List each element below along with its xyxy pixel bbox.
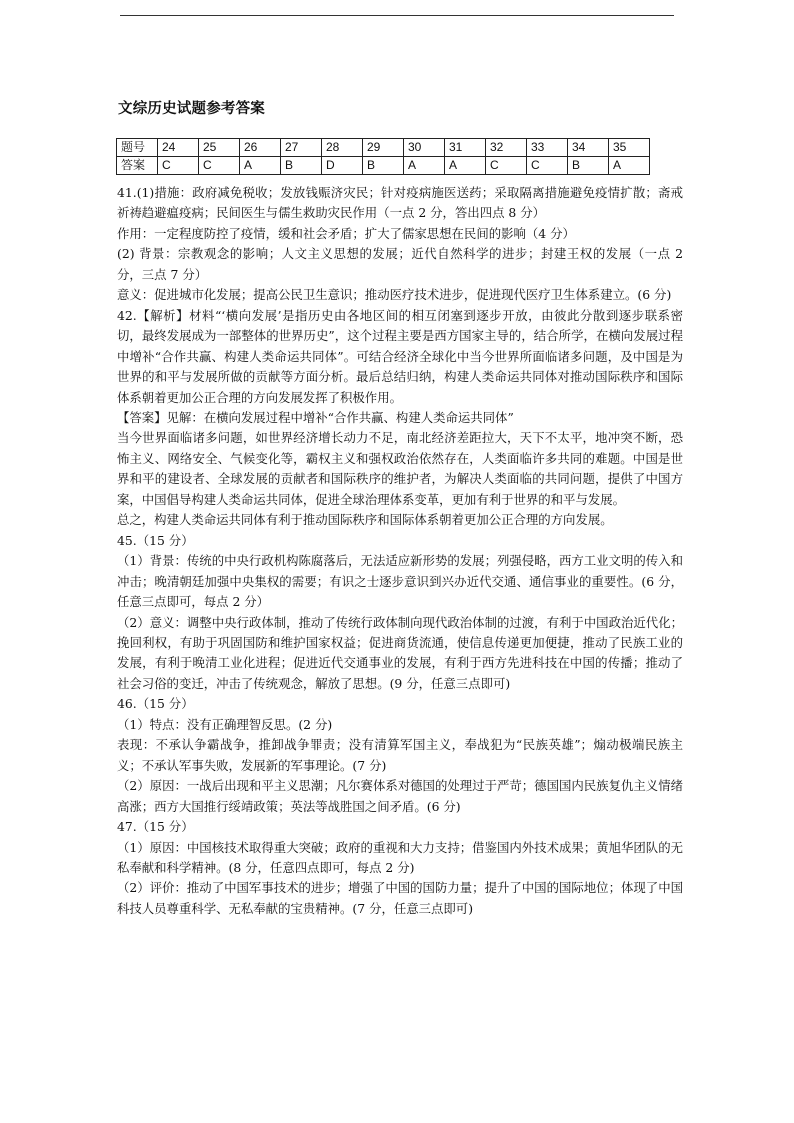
q47-heading: 47.（15 分） (117, 819, 194, 835)
answer-cell: A (609, 157, 650, 175)
q41-part2-significance: 意义：促进城市化发展；提高公民卫生意识；推动医疗技术进步，促进现代医疗卫生体系建立。(6 分) (117, 287, 672, 303)
answer-cell: B (568, 157, 609, 175)
page-title: 文综历史试题参考答案 (118, 101, 265, 117)
q42-answer-view: 【答案】见解：在横向发展过程中增补“合作共赢、构建人类命运共同体” (117, 409, 514, 425)
answer-cell: C (199, 157, 240, 175)
question-number-cell: 35 (609, 139, 650, 157)
q46-part2: （2）原因：一战后出现和平主义思潮；凡尔赛体系对德国的处理过于严苛；德国国内民族复仇主义情绪高涨；西方大国推行绥靖政策；英法等战胜国之间矛盾。(6 分) (117, 778, 683, 814)
answer-table-number-row (117, 139, 650, 157)
header-rule (120, 15, 674, 16)
answer-cell: B (363, 157, 404, 175)
answer-cell: C (158, 157, 199, 175)
question-number-cell: 30 (404, 139, 445, 157)
question-number-cell: 32 (486, 139, 527, 157)
q42-answer-conclusion: 总之，构建人类命运共同体有利于推动国际秩序和国际体系朝着更加公正合理的方向发展。 (117, 512, 613, 528)
answer-cell: A (240, 157, 281, 175)
answer-table-answer-row (117, 157, 650, 175)
question-number-cell: 33 (527, 139, 568, 157)
answer-cell: A (445, 157, 486, 175)
answer-cell: C (527, 157, 568, 175)
q47-part1: （1）原因：中国核技术取得重大突破；政府的重视和大力支持；借鉴国内外技术成果；黄旭华团队的无私奉献和科学精神。(8 分，任意四点即可，每点 2 分) (117, 839, 683, 875)
q47-part2: （2）评价：推动了中国军事技术的进步；增强了中国的国防力量；提升了中国的国际地位；体现了中国科技人员尊重科学、无私奉献的宝贵精神。(7 分，任意三点即可) (117, 880, 683, 916)
q46-part1-manifestation: 表现：不承认争霸战争，推卸战争罪责；没有清算军国主义，奉战犯为“民族英雄”；煽动极端民族主义；不承认军事失败，发展新的军事理论。(7 分) (117, 737, 683, 773)
q45-part1: （1）背景：传统的中央行政机构陈腐落后，无法适应新形势的发展；列强侵略，西方工业文明的传入和冲击；晚清朝廷加强中央集权的需要；有识之士逐步意识到兴办近代交通、通信事业的重要性。(6 分，任意三点即可，每点 2 分） (117, 553, 683, 610)
answer-cell: D (322, 157, 363, 175)
q41-part1-effect: 作用：一定程度防控了疫情，缓和社会矛盾；扩大了儒家思想在民间的影响（4 分） (117, 225, 575, 241)
question-number-cell: 31 (445, 139, 486, 157)
q46-part1-feature: （1）特点：没有正确理智反思。(2 分) (117, 716, 333, 732)
answer-cell: C (486, 157, 527, 175)
answer-body (117, 183, 683, 919)
q42-analysis: 42.【解析】材料“‘横向发展’是指历史由各地区间的相互闭塞到逐步开放，由彼此分散到逐步联系密切，最终发展成为一部整体的世界历史”，这个过程主要是西方国家主导的，结合所学，在横向发展过程中增补“合作共赢、构建人类命运共同体”。可结合经济全球化中当今世界所面临诸多问题，及中国是为世界的和平与发展所做的贡献等方面分析。最后总结归纳，构建人类命运共同体对推动国际秩序和国际体系朝着更加公正合理的方向发展发挥了积极作用。 (117, 307, 683, 405)
q41-part2-background: (2) 背景：宗教观念的影响；人文主义思想的发展；近代自然科学的进步；封建王权的发展（一点 2 分，三点 7 分） (117, 246, 683, 282)
question-number-cell: 27 (281, 139, 322, 157)
question-number-cell: 25 (199, 139, 240, 157)
answer-cell: A (404, 157, 445, 175)
q45-part2: （2）意义：调整中央行政体制，推动了传统行政体制向现代政治体制的过渡，有利于中国政治近代化；挽回利权，有助于巩固国防和维护国家权益；促进商货流通，使信息传递更加便捷，推动了民族工业的发展，有利于晚清工业化进程；促进近代交通事业的发展，有利于西方先进科技在中国的传播；推动了社会习俗的变迁，冲击了传统观念，解放了思想。(9 分，任意三点即可) (117, 614, 683, 691)
q45-heading: 45.（15 分） (117, 532, 194, 548)
question-number-cell: 29 (363, 139, 404, 157)
q41-part1-measures: 41.(1)措施：政府减免税收；发放钱赈济灾民；针对疫病施医送药；采取隔离措施避免疫情扩散；斋戒祈祷趋避瘟疫病；民间医生与儒生救助灾民作用（一点 2 分，答出四点 8 分） (117, 185, 683, 221)
answer-cell: B (281, 157, 322, 175)
row-label-answer: 答案 (117, 157, 158, 175)
row-label-number: 题号 (117, 139, 158, 157)
question-number-cell: 26 (240, 139, 281, 157)
q46-heading: 46.（15 分） (117, 696, 194, 712)
answer-table (116, 138, 650, 175)
q42-answer-argument: 当今世界面临诸多问题，如世界经济增长动力不足，南北经济差距拉大，天下不太平，地冲突不断，恐怖主义、网络安全、气候变化等，霸权主义和强权政治依然存在，人类面临许多共同的难题。中国是世界和平的建设者、全球发展的贡献者和国际秩序的维护者，为解决人类面临的共同问题，提供了中国方案，中国倡导构建人类命运共同体，促进全球治理体系变革，更加有利于世界的和平与发展。 (117, 430, 683, 507)
question-number-cell: 24 (158, 139, 199, 157)
question-number-cell: 28 (322, 139, 363, 157)
question-number-cell: 34 (568, 139, 609, 157)
